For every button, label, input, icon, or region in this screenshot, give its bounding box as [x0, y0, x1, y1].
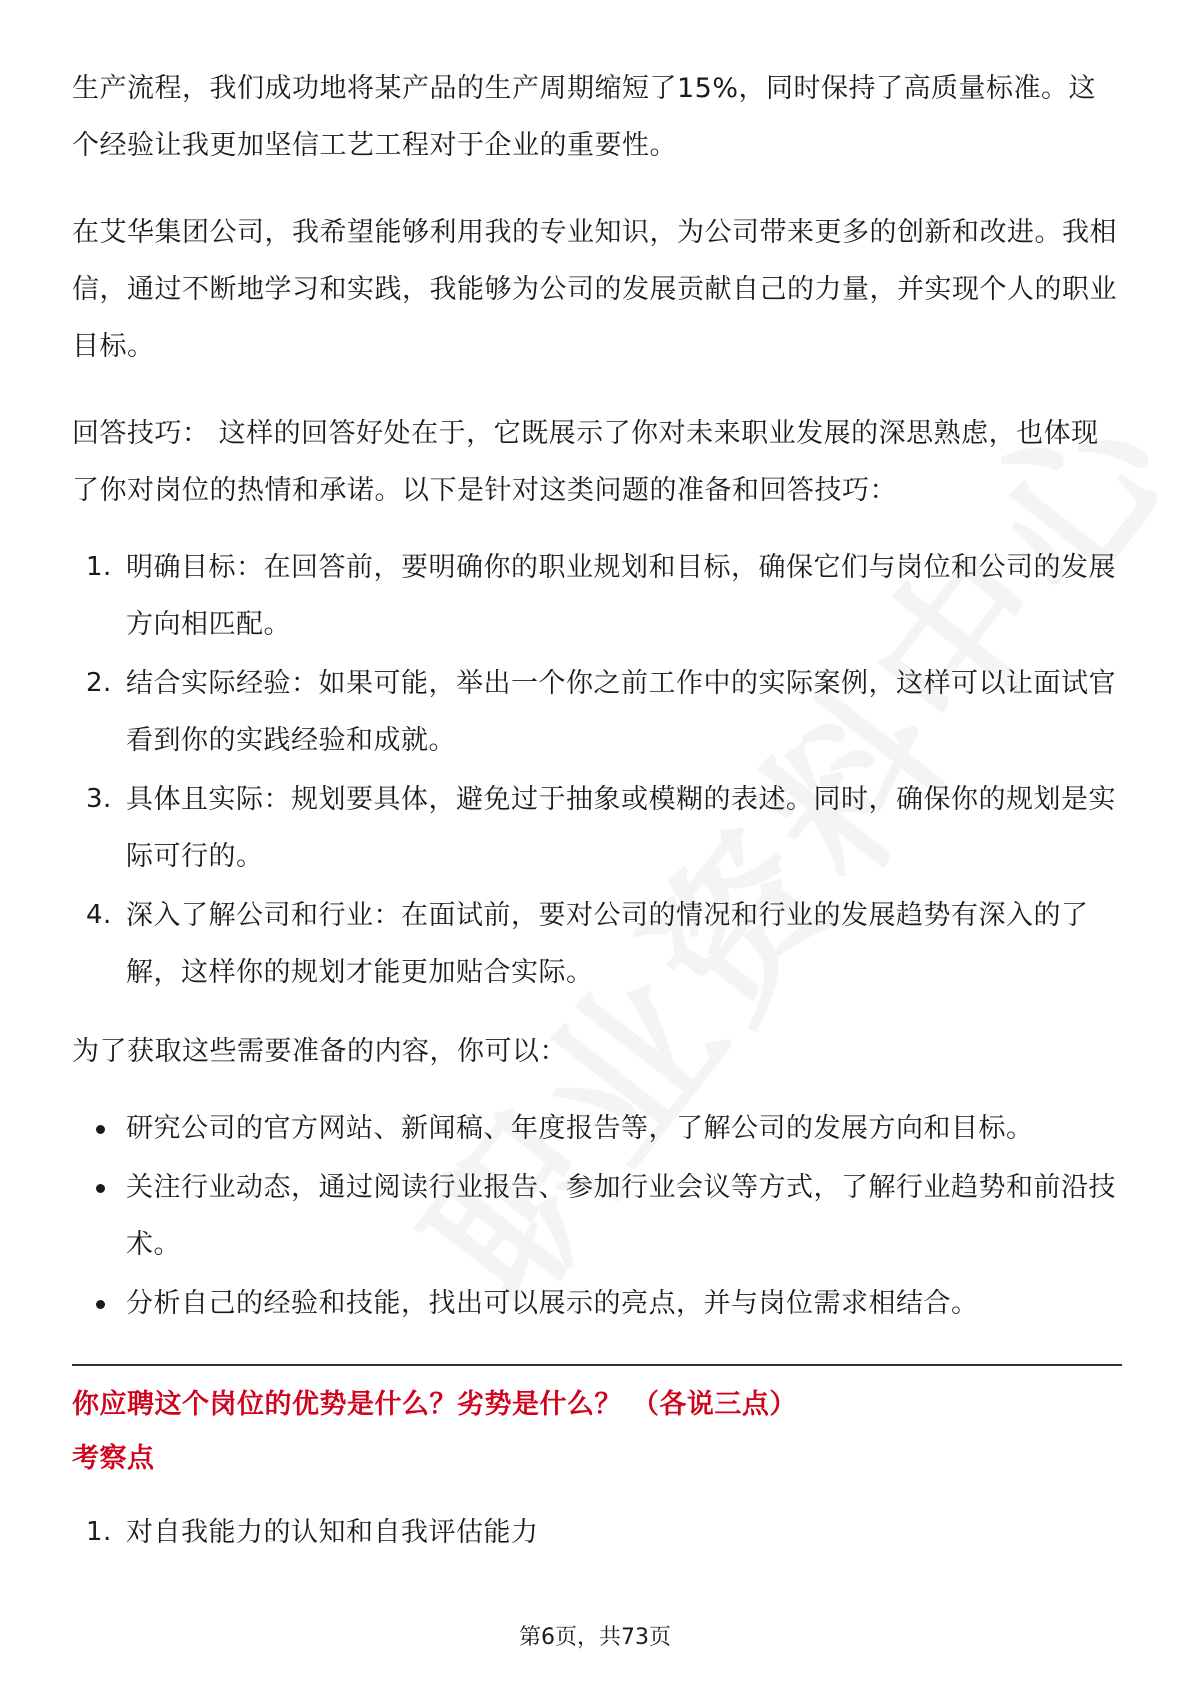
page-footer: 第6页，共73页 [519, 1625, 671, 1650]
list-number: 4. [86, 900, 112, 930]
list-item [72, 1100, 1122, 1157]
paragraph: 回答技巧： 这样的回答好处在于，它既展示了你对未来职业发展的深思熟虑，也体现了你对岗位的热情和承诺。以下是针对这类问题的准备和回答技巧： [72, 418, 1099, 506]
prep-list [72, 1100, 1122, 1332]
tips-list [72, 539, 1122, 1001]
list-item [72, 1504, 1122, 1561]
paragraph: 在艾华集团公司，我希望能够利用我的专业知识，为公司带来更多的创新和改进。我相信，通过不断地学习和实践，我能够为公司的发展贡献自己的力量，并实现个人的职业目标。 [72, 217, 1117, 362]
list-item [72, 887, 1122, 1001]
bullet-icon [96, 1184, 105, 1193]
list-item [72, 771, 1122, 885]
list-number: 3. [86, 784, 112, 814]
page-content [72, 60, 1122, 1563]
list-number: 2. [86, 668, 112, 698]
list-item [72, 655, 1122, 769]
paragraph: 生产流程，我们成功地将某产品的生产周期缩短了15%，同时保持了高质量标准。这个经验让我更加坚信工艺工程对于企业的重要性。 [72, 73, 1097, 161]
list-item-text: 关注行业动态，通过阅读行业报告、参加行业会议等方式，了解行业趋势和前沿技术。 [126, 1172, 1116, 1260]
list-item [72, 539, 1122, 653]
list-item-text: 深入了解公司和行业：在面试前，要对公司的情况和行业的发展趋势有深入的了解，这样你的规划才能更加贴合实际。 [126, 900, 1089, 988]
list-item-text: 结合实际经验：如果可能，举出一个你之前工作中的实际案例，这样可以让面试官看到你的实践经验和成就。 [126, 668, 1116, 756]
points-list [72, 1504, 1122, 1561]
bullet-icon [96, 1125, 105, 1134]
question-title: 你应聘这个岗位的优势是什么？劣势是什么？ （各说三点） [72, 1389, 797, 1420]
list-number: 1. [86, 1517, 112, 1547]
bullet-icon [96, 1300, 105, 1309]
list-item-text: 明确目标：在回答前，要明确你的职业规划和目标，确保它们与岗位和公司的发展方向相匹配。 [126, 552, 1116, 640]
list-item-text: 分析自己的经验和技能，找出可以展示的亮点，并与岗位需求相结合。 [126, 1288, 979, 1319]
paragraph: 为了获取这些需要准备的内容，你可以： [72, 1036, 567, 1067]
list-item-text: 具体且实际：规划要具体，避免过于抽象或模糊的表述。同时，确保你的规划是实际可行的。 [126, 784, 1116, 872]
list-number: 1. [86, 552, 112, 582]
question-subtitle: 考察点 [72, 1443, 155, 1474]
list-item-text: 对自我能力的认知和自我评估能力 [126, 1517, 539, 1548]
list-item [72, 1275, 1122, 1332]
list-item [72, 1159, 1122, 1273]
list-item-text: 研究公司的官方网站、新闻稿、年度报告等，了解公司的发展方向和目标。 [126, 1113, 1034, 1144]
